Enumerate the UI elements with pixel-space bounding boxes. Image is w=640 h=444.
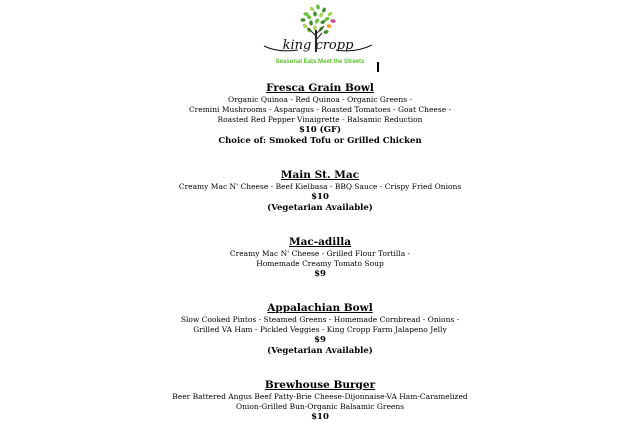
leaf-icon bbox=[316, 4, 321, 10]
menu-item-description: Homemade Creamy Tomato Soup bbox=[256, 259, 384, 268]
leaf-icon bbox=[306, 27, 312, 33]
menu-list bbox=[0, 81, 640, 444]
menu-item bbox=[0, 81, 640, 147]
menu-item bbox=[0, 235, 640, 280]
menu-item-note: (Vegetarian Available) bbox=[267, 203, 373, 213]
leaf-icon bbox=[309, 6, 315, 12]
menu-item-name: Fresca Grain Bowl bbox=[266, 82, 374, 94]
menu-item-description: Slow Cooked Pintos - Steamed Greens - Homemade Cornbread - Onions - bbox=[180, 315, 460, 324]
leaf-icon bbox=[313, 25, 317, 30]
menu-item-description: Cremini Mushrooms - Asparagus - Roasted Tomatoes - Goat Cheese - bbox=[188, 105, 452, 114]
menu-item-description: Beer Battered Angus Beef Patty-Brie Cheese-Dijonnaise-VA Ham-Caramelized bbox=[172, 392, 468, 401]
tagline: Seasonal Eats Meet the Streets bbox=[275, 59, 365, 65]
leaf-icon bbox=[323, 30, 329, 35]
menu-item-note: (Vegetarian Available) bbox=[267, 346, 373, 356]
menu-item-description: Organic Quinoa - Red Quinoa - Organic Greens - bbox=[228, 95, 412, 104]
menu-item bbox=[0, 378, 640, 423]
menu-item-price: $10 bbox=[311, 192, 329, 202]
menu-item-name: Brewhouse Burger bbox=[264, 379, 376, 391]
text-cursor bbox=[377, 62, 379, 72]
menu-item-name: Appalachian Bowl bbox=[267, 302, 373, 314]
menu-item-price: $10 bbox=[311, 412, 329, 422]
leaf-icon bbox=[314, 18, 320, 24]
menu-item-price: $9 bbox=[314, 269, 326, 279]
leaf-icon bbox=[330, 19, 336, 23]
menu-item-description: Onion-Grilled Bun-Organic Balsamic Greens bbox=[235, 402, 405, 411]
leaf-icon bbox=[302, 23, 308, 29]
menu-item-name: Main St. Mac bbox=[280, 169, 360, 181]
leaf-icon bbox=[318, 12, 324, 18]
leaf-icon bbox=[327, 11, 333, 17]
leaf-icon bbox=[321, 7, 326, 13]
menu-item-description: Grilled VA Ham - Pickled Veggies - King Cropp Farm Jalapeno Jelly bbox=[193, 325, 447, 334]
menu-item-description: Creamy Mac N' Cheese - Grilled Flour Tortilla - bbox=[229, 249, 411, 258]
leaf-icon bbox=[326, 24, 332, 29]
menu-item-description: Roasted Red Pepper Vinaigrette - Balsamic Reduction bbox=[217, 115, 423, 124]
menu-item-price: $10 (GF) bbox=[298, 125, 342, 135]
menu-item bbox=[0, 168, 640, 214]
menu-item-description: Creamy Mac N' Cheese - Beef Kielbasa - BBQ Sauce - Crispy Fried Onions bbox=[178, 182, 462, 191]
menu-item bbox=[0, 301, 640, 357]
logo-wordmark: king cropp bbox=[282, 38, 354, 53]
leaf-icon bbox=[300, 18, 305, 22]
menu-item-price: $9 bbox=[314, 335, 326, 345]
menu-item-name: Mac-adilla bbox=[288, 236, 352, 248]
leaf-icon bbox=[309, 20, 313, 26]
menu-item-note: Choice of: Smoked Tofu or Grilled Chicken bbox=[218, 136, 422, 146]
leaf-icon bbox=[313, 11, 318, 17]
tree-leaves-icon bbox=[300, 4, 336, 34]
